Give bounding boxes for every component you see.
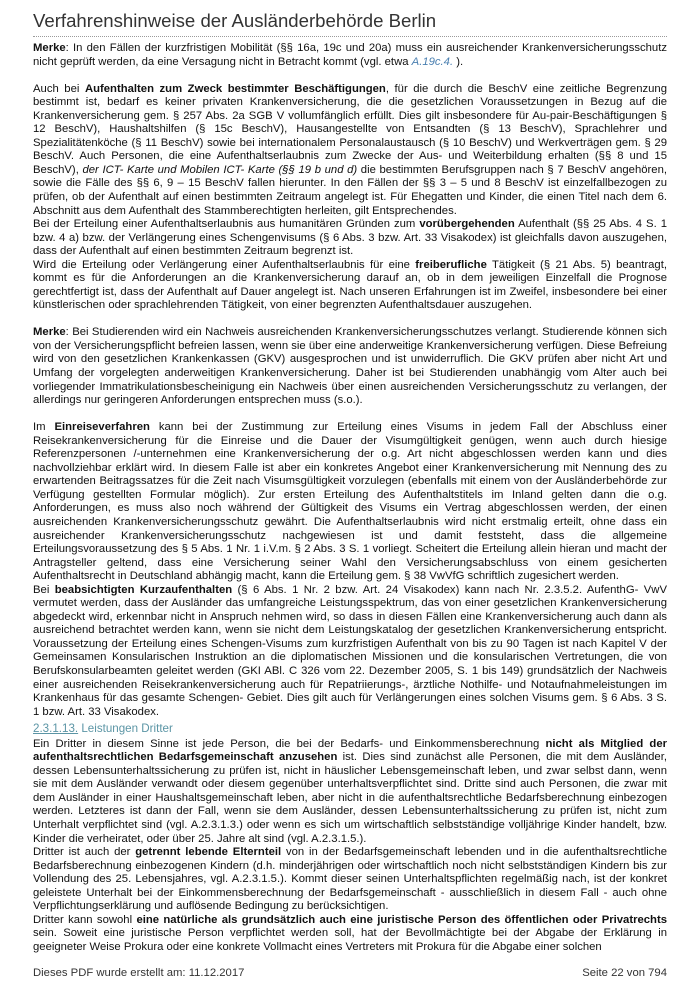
footer-created-date: Dieses PDF wurde erstellt am: 11.12.2017: [33, 967, 245, 979]
section-heading-leistungen-dritter: [33, 722, 667, 736]
paragraph-text: ).: [453, 55, 464, 68]
paragraph-text: sein. Soweit eine juristische Person verpflichtet werden soll, hat der Bevollmächtigte bei der Abgabe der Erklärung in geeigneter Weise Prokura oder eine konkrete Vollmacht eines Vertreters mit Prokura für die Abgabe einer solchen: [33, 927, 667, 953]
document-body: [33, 42, 667, 955]
section-number-link[interactable]: 2.3.1.13.: [33, 722, 79, 736]
paragraph-text: Ein Dritter in diesem Sinne ist jede Person, die bei der Bedarfs- und Einkommensberechnung: [33, 737, 546, 750]
paragraph-text: Aufenthalt (§§ 25 Abs. 4 S. 1 bzw. 4 a) bzw. der Verlängerung eines Schengenvisums (§ 6 Abs. 3 bzw. Art. 33 Visakodex) ist gleichfalls davon auszugehen, dass der Aufenthalt auf einen bestimmten Zeitraum begrenzt ist.: [33, 218, 668, 258]
emphasis-italic: der ICT- Karte und Mobilen ICT- Karte (§§ 19 b und d): [82, 163, 358, 176]
paragraph-entry-procedure: [33, 421, 667, 584]
emphasis-bold: nicht als Mitglied der aufenthaltsrechtlichen Bedarfsgemeinschaft anzusehen: [33, 737, 668, 764]
emphasis-bold: beabsichtigten Kurzaufenthalten: [54, 583, 233, 596]
paragraph-text: kann bei der Zustimmung zur Erteilung eines Visums in jedem Fall der Abschluss einer Reisekrankenversicherung für die Einreise und die Dauer der Visumgültigkeit genügen, wenn auch durch hiesige Referenzpersonen /-unternehmen eine Krankenversicherung der o.g. Art nicht abgeschlossen werden kann und dies nachvollziehbar erklärt wird. In diesem Falle ist aber ein konkretes Angebot einer Krankenversicherung mit Nennung des zu erwartenden Beitragssatzes für die Zeit nach Visumsgültigkeit vorzulegen (ebenfalls mit einem von der Ausländerbehörde zur Verfügung gestellten Formular möglich). Zur ersten Erteilung des Aufenthaltstitels im Inland gelten dann die o.g. Anforderungen, es muss also noch während der Gültigkeit des Visums ein Vertrag abgeschlossen werden, der einen ausreichenden Krankenversicherungsschutz gewährt. Die Aufenthaltserlaubnis wird nicht erstmalig erteilt, ohne dass ein ausreichender Krankenversicherungsschutz nachgewiesen ist und damit feststeht, dass die allgemeine Erteilungsvoraussetzung des § 5 Abs. 1 Nr. 1 i.V.m. § 2 Abs. 3 S. 1 vorliegt. Scheitert die Erteilung allein hieran und macht der Antragsteller geltend, dass eine Versicherung seiner Wahl den Versicherungsabschluss von einem gesicherten Aufenthaltsrecht in Deutschland abhängig macht, kann die Erteilung gem. § 38 VwVfG schriftlich zugesichert werden.: [33, 421, 667, 583]
paragraph-natural-legal-person: [33, 914, 667, 955]
paragraph-separated-parent: [33, 846, 667, 914]
emphasis-bold: eine natürliche als grundsätzlich auch eine juristische Person des öffentlichen oder Privatrechts: [136, 913, 667, 926]
paragraph-text: : In den Fällen der kurzfristigen Mobilität (§§ 16a, 19c und 20a) muss ein ausreichender Krankenversicherungsschutz nicht geprüft werden, da eine Versagung nicht in Betracht kommt (vgl. etwa: [33, 42, 667, 68]
paragraph-text: Bei: [33, 583, 55, 596]
header-divider: [33, 36, 667, 37]
emphasis-bold: freiberufliche: [415, 258, 487, 271]
emphasis-bold: vorübergehenden: [419, 218, 515, 231]
paragraph-humanitarian: [33, 218, 667, 259]
section-title: Leistungen Dritter: [78, 722, 173, 736]
paragraph-text: , für die durch die BeschV eine zeitliche Begrenzung bestimmt ist, bedarf es keiner privaten Krankenversicherung, die die gesetzlichen Voraussetzungen in Bezug auf die Krankenversicherung gem. § 257 Abs. 2a SGB V vollumfänglich erfüllt. Dies gilt insbesondere für Au-pair-Beschäftigungen § 12 BeschV), Haushaltshilfen (§ 15c BeschV), Hausangestellte von Entsandten (§ 13 BeschV), Sprachlehrer und Spezialitätenköche (§ 11 BeschV) sowie bei internationalem Personalaustausch (§ 10 BeschV) und Werkverträgen gem. § 29 BeschV. Auch Personen, die eine Aufenthaltserlaubnis zum Zwecke der Aus- und Weiterbildung erhalten (§§ 8 und 15 BeschV),: [33, 82, 667, 176]
paragraph-text: Tätigkeit (§ 21 Abs. 5) beantragt, kommt es für die Anforderungen an die Krankenversicherung darauf an, ob in dem jeweiligen Einzelfall die Prognose gerechtfertigt ist, dass der Aufenthalt auf Dauer angelegt ist. Nach unseren Erfahrungen ist im Zweifel, insbesondere bei einer künstlerischen oder sprachlehrenden Tätigkeit, von einer begrenzten Aufenthaltsdauer auszugehen.: [33, 258, 667, 312]
page-title: Verfahrenshinweise der Ausländerbehörde Berlin: [33, 10, 437, 31]
emphasis-bold: getrennt lebende Elternteil: [135, 846, 282, 859]
emphasis-bold: Aufenthalten zum Zweck bestimmter Beschäftigungen: [84, 82, 386, 95]
paragraph-third-party: [33, 738, 667, 846]
paragraph-text: von in der Bedarfsgemeinschaft lebenden und in die aufenthaltsrechtliche Bedarfsberechnung einbezogenen Kindern (d.h. minderjährigen oder wirtschaftlich noch nicht selbstständigen Kindern bis zur Vollendung des 25. Lebensjahres, vgl. A.2.3.1.5.). Kommt dieser seinen Unterhaltspflichten regelmäßig nach, ist der konkret geleistete Unterhalt bei der Einkommensberechnung der Bedarfsgemeinschaft - ausschließlich in diesem Fall - auch ohne Verpflichtungserklärung und auflösende Bedingung zu berücksichtigen.: [33, 846, 668, 913]
paragraph-employment-stays: [33, 83, 667, 218]
paragraph-merke-students: [33, 326, 667, 407]
paragraph-text: Auch bei: [33, 82, 85, 95]
paragraph-text: ist. Dies sind zunächst alle Personen, die mit dem Ausländer, dessen Lebensunterhaltssicherung zu prüfen ist, nicht in häuslicher Lebensgemeinschaft leben, und zwar selbst dann, wenn sie mit dem Ausländer verwandt oder diesem gegenüber unterhaltsverpflichtet sind. Dritte sind auch Personen, die zwar mit dem Ausländer in einer Haushaltsgemeinschaft leben, aber nicht in die aufenthaltsrechtliche Bedarfsberechnung einbezogen werden. Letzteres ist dann der Fall, wenn sie dem Ausländer, dessen Lebensunterhaltssicherung zu prüfen ist, nicht zum Unterhalt verpflichtet sind (vgl. A.2.3.1.3.) oder wenn es sich um wirtschaftlich selbstständige volljährige Kinder handelt, bzw. Kinder die verheiratet, oder über 25. Jahre alt sind (vgl. A.2.3.1.5.).: [33, 751, 667, 845]
paragraph-text: : Bei Studierenden wird ein Nachweis ausreichenden Krankenversicherungsschutzes verlangt. Studierende können sich von der Versicherungspflicht befreien lassen, wenn sie über eine anderweitige Krankenversicherung verfügen. Diese Befreiung wird von den gesetzlichen Krankenkassen (GKV) ausgesprochen und ist unwiderruflich. Die GKV prüfen aber nicht Art und Umfang der vorgelegten anderweitigen Krankenversicherung. Daher ist bei Studierenden unabhängig vom Alter auch bei vorliegender Immatrikulationsbescheinigung ein Nachweis über einen ausreichenden Versicherungsschutz zu verlangen, der allerdings nur geringeren Anforderungen entsprechen muss (s.o.).: [33, 326, 667, 407]
paragraph-text: Im: [33, 421, 55, 434]
footer-page-number: Seite 22 von 794: [582, 967, 667, 979]
paragraph-text: Wird die Erteilung oder Verlängerung einer Aufenthaltserlaubnis für eine: [33, 258, 416, 271]
merke-label: Merke: [33, 42, 66, 54]
paragraph-text: Bei der Erteilung einer Aufenthaltserlaubnis aus humanitären Gründen zum: [33, 218, 420, 231]
paragraph-text: Dritter ist auch der: [33, 846, 136, 859]
paragraph-text: (§ 6 Abs. 1 Nr. 2 bzw. Art. 24 Visakodex) kann nach Nr. 2.3.5.2. AufenthG- VwV vermutet werden, dass der Ausländer das umfangreiche Leistungsspektrum, das von einer gesetzlichen Krankenversicherung abgedeckt wird, erkennbar nicht in Anspruch nehmen wird, so dass in diesen Fällen eine Krankenversicherung auch dann als ausreichend betrachtet werden kann, wenn sie nicht dem Leistungskatalog der gesetzlichen Krankenversicherung entspricht. Voraussetzung der Erteilung eines Schengen-Visums zum kurzfristigen Aufenthalt von bis zu 90 Tagen ist nach Kapitel V der Gemeinsamen Konsularischen Instruktion an die diplomatischen Missionen und die konsularischen Vertretungen, die von Berufskonsularbeamten geleitet werden (GKI ABl. C 326 vom 22. Dezember 2005, S. 1 bis 149) grundsätzlich der Nachweis einer ausreichenden Reisekrankenversicherung auch für Repatriierungs-, ärztliche Nothilfe- und Notaufnahmeleistungen im Krankenhaus für das gesamte Schengen- Gebiet. Dies gilt auch für Verlängerungen eines solchen Visums gem. § 6 Abs. 3 S. 1 bzw. Art. 33 Visakodex.: [33, 583, 667, 718]
paragraph-short-stays: [33, 584, 667, 719]
reference-link-a19c4[interactable]: A.19c.4.: [411, 55, 454, 68]
paragraph-merke-mobility: [33, 42, 667, 69]
paragraph-text: die bestimmten Berufsgruppen nach § 7 BeschV angehören, sowie die Fälle des §§ 6, 9 – 15 BeschV fallen hierunter. In den Fällen der §§ 3 – 5 und 8 BeschV ist einzelfallbezogen zu prüfen, ob der Aufenthalt auf einen bestimmten Zeitraum angelegt ist. Für Ehegatten und Kinder, die einen Titel nach dem 6. Abschnitt aus dem Aufenthalt des Stammberechtigten herleiten, gilt Entsprechendes.: [33, 163, 667, 217]
merke-label: Merke: [33, 326, 66, 339]
emphasis-bold: Einreiseverfahren: [54, 421, 150, 434]
paragraph-freelance: [33, 259, 667, 313]
paragraph-text: Dritter kann sowohl: [33, 913, 137, 926]
